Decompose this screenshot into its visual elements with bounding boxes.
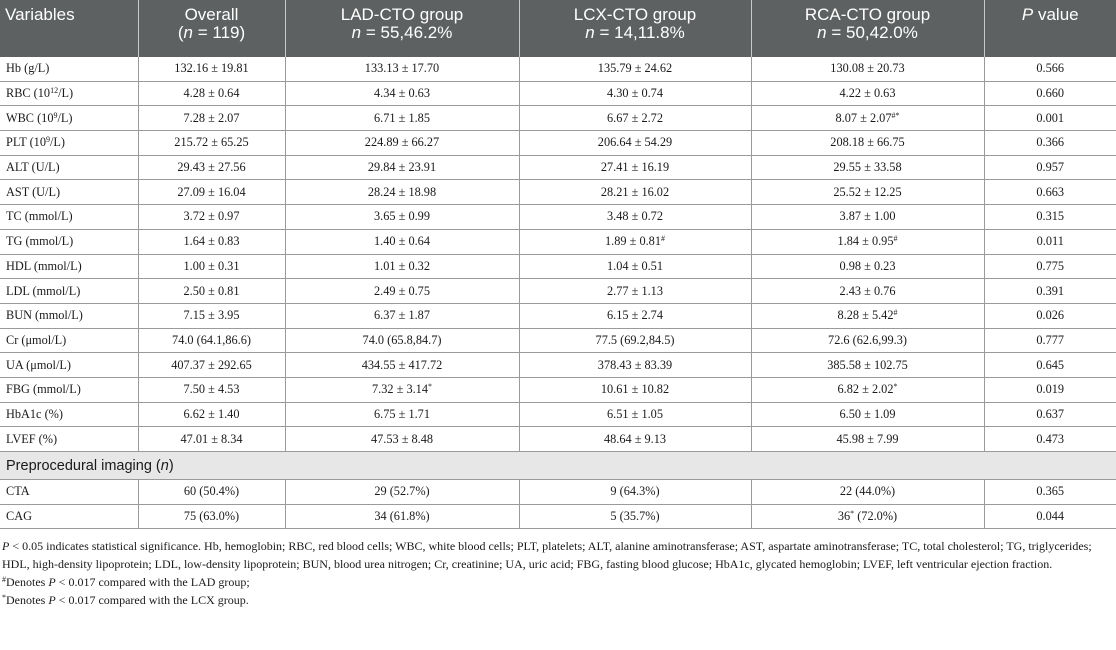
cell-variable: BUN (mmol/L) [0, 303, 138, 328]
footnote-abbreviations [2, 537, 1112, 573]
variable-exponent: 9 [45, 135, 50, 145]
variable-unit: /L) [57, 110, 73, 125]
cell-lcx: 48.64 ± 9.13 [519, 427, 751, 452]
cell-overall: 60 (50.4%) [138, 480, 285, 505]
cell-lcx: 6.67 ± 2.72 [519, 106, 751, 131]
cell-variable: TG (mmol/L) [0, 229, 138, 254]
cell-lad: 29 (52.7%) [285, 480, 519, 505]
cell-variable: HDL (mmol/L) [0, 254, 138, 279]
cell-overall: 407.37 ± 292.65 [138, 353, 285, 378]
cell-pvalue: 0.777 [984, 328, 1116, 353]
cell-rca [751, 303, 984, 328]
cell-value: 36 [837, 509, 851, 524]
table-row [0, 205, 1116, 230]
table-row [0, 328, 1116, 353]
cell-overall: 27.09 ± 16.04 [138, 180, 285, 205]
cell-overall: 7.28 ± 2.07 [138, 106, 285, 131]
cell-pvalue: 0.566 [984, 57, 1116, 81]
cell-lcx: 10.61 ± 10.82 [519, 377, 751, 402]
header-overall [138, 0, 285, 57]
cell-lcx: 206.64 ± 54.29 [519, 131, 751, 156]
cell-rca [751, 504, 984, 529]
cell-lcx: 4.30 ± 0.74 [519, 81, 751, 106]
cell-pvalue: 0.315 [984, 205, 1116, 230]
cell-pvalue: 0.365 [984, 480, 1116, 505]
significance-mark: * [893, 382, 898, 392]
cell-rca: 22 (44.0%) [751, 480, 984, 505]
cell-overall: 7.15 ± 3.95 [138, 303, 285, 328]
cell-rca: 130.08 ± 20.73 [751, 57, 984, 81]
cell-lad: 224.89 ± 66.27 [285, 131, 519, 156]
cell-pvalue: 0.775 [984, 254, 1116, 279]
table-row [0, 504, 1116, 529]
footnote-star-p: P [48, 593, 56, 608]
cell-pvalue: 0.391 [984, 279, 1116, 304]
cell-lcx: 77.5 (69.2,84.5) [519, 328, 751, 353]
table-row [0, 155, 1116, 180]
significance-mark: # [893, 234, 898, 244]
cell-lcx: 2.77 ± 1.13 [519, 279, 751, 304]
cell-lad [285, 377, 519, 402]
cell-pvalue: 0.663 [984, 180, 1116, 205]
cell-lad: 6.75 ± 1.71 [285, 402, 519, 427]
cell-lcx: 6.15 ± 2.74 [519, 303, 751, 328]
header-lad-n: n = 55,46.2% [351, 23, 453, 42]
table-body [0, 57, 1116, 529]
cell-variable: Cr (μmol/L) [0, 328, 138, 353]
cell-rca: 72.6 (62.6,99.3) [751, 328, 984, 353]
variable-text: PLT (10 [6, 135, 46, 150]
section-title [0, 452, 1116, 480]
footnote-hash-p: P [48, 575, 56, 590]
cell-variable: FBG (mmol/L) [0, 377, 138, 402]
table-header [0, 0, 1116, 57]
cell-lad: 47.53 ± 8.48 [285, 427, 519, 452]
cell-pvalue: 0.473 [984, 427, 1116, 452]
header-variables [0, 0, 138, 57]
footnote-p: P [2, 539, 10, 554]
cell-lad: 4.34 ± 0.63 [285, 81, 519, 106]
variable-exponent: 12 [50, 86, 59, 96]
cell-variable: CTA [0, 480, 138, 505]
cell-variable [0, 131, 138, 156]
cell-value: 8.28 ± 5.42 [837, 308, 894, 323]
cell-lad: 34 (61.8%) [285, 504, 519, 529]
cell-rca [751, 229, 984, 254]
header-variables-label: Variables [5, 5, 75, 24]
cell-pvalue: 0.026 [984, 303, 1116, 328]
cell-variable [0, 106, 138, 131]
table-row [0, 303, 1116, 328]
cell-rca: 25.52 ± 12.25 [751, 180, 984, 205]
cell-lcx: 1.04 ± 0.51 [519, 254, 751, 279]
cell-lcx: 9 (64.3%) [519, 480, 751, 505]
table-row [0, 254, 1116, 279]
section-title-text: Preprocedural imaging ( [6, 457, 161, 474]
cell-rca: 3.87 ± 1.00 [751, 205, 984, 230]
cell-rca: 2.43 ± 0.76 [751, 279, 984, 304]
table-row [0, 279, 1116, 304]
header-lcx-n: n = 14,11.8% [585, 23, 685, 42]
cell-rca: 29.55 ± 33.58 [751, 155, 984, 180]
cell-pvalue: 0.366 [984, 131, 1116, 156]
footnote-star-symbol: * [2, 593, 6, 603]
cell-rca: 208.18 ± 66.75 [751, 131, 984, 156]
table-row [0, 180, 1116, 205]
cell-lcx: 5 (35.7%) [519, 504, 751, 529]
cell-pvalue: 0.044 [984, 504, 1116, 529]
cell-lad: 28.24 ± 18.98 [285, 180, 519, 205]
cell-overall: 4.28 ± 0.64 [138, 81, 285, 106]
cell-overall: 74.0 (64.1,86.6) [138, 328, 285, 353]
cell-lcx: 6.51 ± 1.05 [519, 402, 751, 427]
variable-text: RBC (10 [6, 86, 51, 101]
cell-overall: 29.43 ± 27.56 [138, 155, 285, 180]
header-pvalue-label: value [1037, 5, 1079, 24]
cell-lcx [519, 229, 751, 254]
cell-rca [751, 377, 984, 402]
cell-pvalue: 0.660 [984, 81, 1116, 106]
table-row [0, 81, 1116, 106]
cell-value: 1.84 ± 0.95 [837, 234, 894, 249]
cell-rca: 0.98 ± 0.23 [751, 254, 984, 279]
table-row [0, 229, 1116, 254]
header-overall-label: Overall [184, 5, 239, 24]
footnote-star-post: < 0.017 compared with the LCX group. [55, 593, 249, 608]
cell-lcx: 135.79 ± 24.62 [519, 57, 751, 81]
cell-value: 6.82 ± 2.02 [837, 382, 894, 397]
cell-pvalue: 0.001 [984, 106, 1116, 131]
cell-rca: 385.58 ± 102.75 [751, 353, 984, 378]
cell-variable: AST (U/L) [0, 180, 138, 205]
header-rca-label: RCA-CTO group [804, 5, 931, 24]
footnote-abbreviations-text: < 0.05 indicates statistical significance. Hb, hemoglobin; RBC, red blood cells; WBC, white blood cells; PLT, platelets; ALT, alanine aminotransferase; AST, aspartate aminotransferase; TC, total cholesterol; TG, triglycerides; HDL, high-density lipoprotein; LDL, low-density lipoprotein; BUN, blood urea nitrogen; Cr, creatinine; UA, uric acid; FBG, fasting blood glucose; HbA1c, glycated hemoglobin; LVEF, left ventricular ejection fraction. [2, 539, 1092, 572]
cell-overall: 132.16 ± 19.81 [138, 57, 285, 81]
header-lad-label: LAD-CTO group [340, 5, 464, 24]
variable-unit: /L) [58, 86, 74, 101]
significance-mark: #* [891, 110, 900, 120]
cell-pvalue: 0.019 [984, 377, 1116, 402]
cell-lcx: 27.41 ± 16.19 [519, 155, 751, 180]
header-lcx-label: LCX-CTO group [573, 5, 697, 24]
cell-variable: CAG [0, 504, 138, 529]
cell-lad: 133.13 ± 17.70 [285, 57, 519, 81]
table-row [0, 377, 1116, 402]
cell-lad: 1.40 ± 0.64 [285, 229, 519, 254]
header-pvalue [984, 0, 1116, 57]
footnote-star-pre: Denotes [6, 593, 49, 608]
cell-overall: 47.01 ± 8.34 [138, 427, 285, 452]
cell-lad: 29.84 ± 23.91 [285, 155, 519, 180]
cell-variable: TC (mmol/L) [0, 205, 138, 230]
cell-variable: LDL (mmol/L) [0, 279, 138, 304]
cell-overall: 3.72 ± 0.97 [138, 205, 285, 230]
cell-value: 1.89 ± 0.81 [605, 234, 661, 249]
cell-overall: 1.00 ± 0.31 [138, 254, 285, 279]
table-row [0, 106, 1116, 131]
table-row [0, 427, 1116, 452]
header-overall-n: (n = 119) [177, 23, 246, 42]
cell-variable: LVEF (%) [0, 427, 138, 452]
table-row [0, 131, 1116, 156]
header-lad [285, 0, 519, 57]
section-title-n: n [160, 457, 169, 474]
header-pvalue-p: P [1021, 5, 1034, 24]
cell-lad: 1.01 ± 0.32 [285, 254, 519, 279]
variable-exponent: 9 [53, 110, 58, 120]
table-row [0, 402, 1116, 427]
footnote-hash-pre: Denotes [6, 575, 49, 590]
cell-pvalue: 0.011 [984, 229, 1116, 254]
cell-variable: HbA1c (%) [0, 402, 138, 427]
footnote-hash [2, 573, 1112, 591]
footnote-star [2, 591, 1112, 609]
cell-overall: 75 (63.0%) [138, 504, 285, 529]
cell-overall: 215.72 ± 65.25 [138, 131, 285, 156]
cell-value: 7.32 ± 3.14 [372, 382, 428, 397]
significance-mark: # [660, 234, 665, 244]
cell-pvalue: 0.957 [984, 155, 1116, 180]
cell-value: 8.07 ± 2.07 [835, 110, 892, 125]
cell-lad: 6.71 ± 1.85 [285, 106, 519, 131]
cell-value-percent: (72.0%) [854, 509, 898, 524]
cell-lad: 2.49 ± 0.75 [285, 279, 519, 304]
cell-lad: 3.65 ± 0.99 [285, 205, 519, 230]
significance-mark: * [850, 509, 855, 519]
cell-lcx: 28.21 ± 16.02 [519, 180, 751, 205]
variable-text: WBC (10 [6, 110, 54, 125]
header-rca-n: n = 50,42.0% [817, 23, 918, 42]
cell-rca: 45.98 ± 7.99 [751, 427, 984, 452]
cell-pvalue: 0.637 [984, 402, 1116, 427]
section-title-close: ) [168, 457, 174, 474]
header-lcx [519, 0, 751, 57]
significance-mark: * [427, 382, 432, 392]
cell-lad: 6.37 ± 1.87 [285, 303, 519, 328]
cell-pvalue: 0.645 [984, 353, 1116, 378]
cell-variable [0, 81, 138, 106]
header-row [0, 0, 1116, 57]
table-row [0, 353, 1116, 378]
table-row [0, 57, 1116, 81]
cell-overall: 2.50 ± 0.81 [138, 279, 285, 304]
cell-rca: 6.50 ± 1.09 [751, 402, 984, 427]
cell-rca: 4.22 ± 0.63 [751, 81, 984, 106]
cell-overall: 7.50 ± 4.53 [138, 377, 285, 402]
significance-mark: # [893, 308, 898, 318]
section-row [0, 452, 1116, 480]
header-rca [751, 0, 984, 57]
cell-variable: ALT (U/L) [0, 155, 138, 180]
cell-rca [751, 106, 984, 131]
cell-lad: 74.0 (65.8,84.7) [285, 328, 519, 353]
cell-lcx: 378.43 ± 83.39 [519, 353, 751, 378]
footnote-hash-symbol: # [2, 575, 6, 585]
cell-overall: 1.64 ± 0.83 [138, 229, 285, 254]
table-row [0, 480, 1116, 505]
variable-unit: /L) [49, 135, 66, 150]
cell-overall: 6.62 ± 1.40 [138, 402, 285, 427]
table-footnotes [0, 529, 1116, 609]
footnote-hash-post: < 0.017 compared with the LAD group; [55, 575, 250, 590]
cell-variable: Hb (g/L) [0, 57, 138, 81]
cell-lcx: 3.48 ± 0.72 [519, 205, 751, 230]
cell-lad: 434.55 ± 417.72 [285, 353, 519, 378]
cell-variable: UA (μmol/L) [0, 353, 138, 378]
